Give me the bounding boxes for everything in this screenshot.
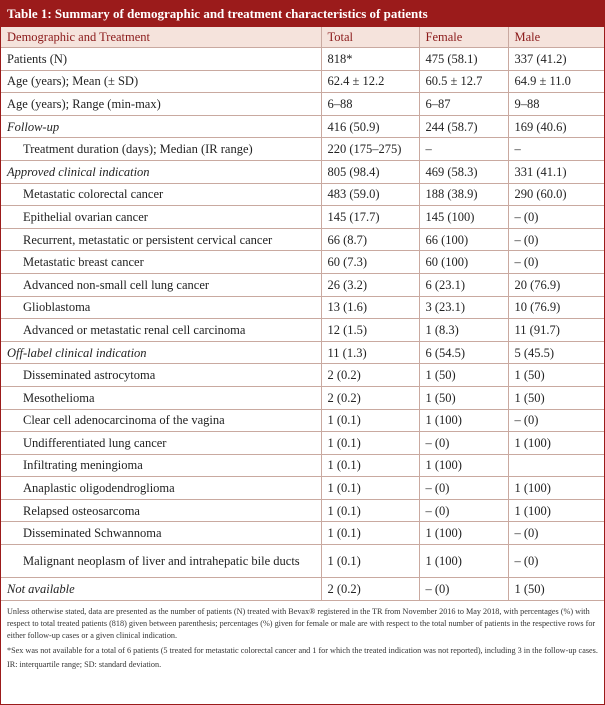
cell-total: 416 (50.9) [321, 115, 419, 138]
cell-male: 5 (45.5) [508, 341, 604, 364]
row-label: Mesothelioma [1, 386, 321, 409]
table-row [1, 251, 604, 274]
demographics-table [1, 27, 604, 601]
cell-female: – (0) [419, 477, 508, 500]
cell-total: 1 (0.1) [321, 477, 419, 500]
table-row [1, 409, 604, 432]
cell-total: 1 (0.1) [321, 545, 419, 578]
table-row [1, 160, 604, 183]
cell-total: 145 (17.7) [321, 206, 419, 229]
cell-female: 3 (23.1) [419, 296, 508, 319]
cell-female: 1 (100) [419, 522, 508, 545]
cell-total: 1 (0.1) [321, 522, 419, 545]
row-label: Anaplastic oligodendroglioma [1, 477, 321, 500]
cell-male: 11 (91.7) [508, 319, 604, 342]
cell-male: 10 (76.9) [508, 296, 604, 319]
cell-male: 331 (41.1) [508, 160, 604, 183]
cell-male: – (0) [508, 522, 604, 545]
section-label-off-label: Off-label clinical indication [1, 341, 321, 364]
footnote-general: Unless otherwise stated, data are presented as the number of patients (N) treated with Bevax® registered in the TR from November 2016 to May 2018, with percentages (%) with respect to total treated patients (818) given between parenthesis; percentages (%) given for female or male are with respect to the total number of patients in the respective rows for either follow-up cases or a given clinical indication. [7, 606, 596, 641]
cell-male: 1 (50) [508, 364, 604, 387]
row-label: Advanced or metastatic renal cell carcinoma [1, 319, 321, 342]
row-label: Patients (N) [1, 48, 321, 71]
cell-total: 2 (0.2) [321, 364, 419, 387]
cell-female: 469 (58.3) [419, 160, 508, 183]
cell-total: 1 (0.1) [321, 454, 419, 477]
cell-male: – (0) [508, 206, 604, 229]
cell-total: 12 (1.5) [321, 319, 419, 342]
table-row [1, 48, 604, 71]
table-row [1, 386, 604, 409]
table-row [1, 296, 604, 319]
cell-female: 475 (58.1) [419, 48, 508, 71]
cell-female: 188 (38.9) [419, 183, 508, 206]
table-row [1, 454, 604, 477]
cell-female: 60.5 ± 12.7 [419, 70, 508, 93]
row-label: Disseminated Schwannoma [1, 522, 321, 545]
row-label: Clear cell adenocarcinoma of the vagina [1, 409, 321, 432]
cell-total: 1 (0.1) [321, 409, 419, 432]
table-title: Table 1: Summary of demographic and treatment characteristics of patients [1, 1, 604, 27]
cell-male: 290 (60.0) [508, 183, 604, 206]
row-label: Malignant neoplasm of liver and intrahepatic bile ducts [1, 545, 321, 578]
table-row [1, 432, 604, 455]
cell-male: 169 (40.6) [508, 115, 604, 138]
cell-male: – (0) [508, 409, 604, 432]
cell-male: 1 (100) [508, 432, 604, 455]
cell-total: 2 (0.2) [321, 578, 419, 601]
table-row [1, 70, 604, 93]
row-label: Undifferentiated lung cancer [1, 432, 321, 455]
table-row [1, 138, 604, 161]
table-row [1, 206, 604, 229]
row-label: Metastatic colorectal cancer [1, 183, 321, 206]
cell-total: 220 (175–275) [321, 138, 419, 161]
row-label: Age (years); Mean (± SD) [1, 70, 321, 93]
cell-female: 1 (100) [419, 545, 508, 578]
table-footnotes [1, 601, 604, 672]
cell-female: – (0) [419, 499, 508, 522]
cell-total: 6–88 [321, 93, 419, 116]
cell-total: 13 (1.6) [321, 296, 419, 319]
cell-male: 64.9 ± 11.0 [508, 70, 604, 93]
header-total: Total [321, 27, 419, 48]
table-row [1, 228, 604, 251]
table-row [1, 522, 604, 545]
cell-female: – (0) [419, 578, 508, 601]
cell-male: – [508, 138, 604, 161]
table-row [1, 364, 604, 387]
section-label-approved: Approved clinical indication [1, 160, 321, 183]
cell-male: 337 (41.2) [508, 48, 604, 71]
header-demographic: Demographic and Treatment [1, 27, 321, 48]
cell-female: 66 (100) [419, 228, 508, 251]
cell-female: 1 (50) [419, 364, 508, 387]
cell-male: 9–88 [508, 93, 604, 116]
header-row [1, 27, 604, 48]
cell-female: 6 (23.1) [419, 273, 508, 296]
cell-total: 66 (8.7) [321, 228, 419, 251]
table-row [1, 273, 604, 296]
cell-male [508, 454, 604, 477]
header-female: Female [419, 27, 508, 48]
row-label: Epithelial ovarian cancer [1, 206, 321, 229]
cell-total: 805 (98.4) [321, 160, 419, 183]
section-label-follow-up: Follow-up [1, 115, 321, 138]
row-label: Relapsed osteosarcoma [1, 499, 321, 522]
cell-female: – (0) [419, 432, 508, 455]
table-row [1, 341, 604, 364]
row-label: Glioblastoma [1, 296, 321, 319]
header-male: Male [508, 27, 604, 48]
cell-female: 1 (100) [419, 409, 508, 432]
cell-male: 1 (50) [508, 578, 604, 601]
table-row [1, 545, 604, 578]
table-row [1, 578, 604, 601]
cell-female: – [419, 138, 508, 161]
table-row [1, 183, 604, 206]
cell-female: 1 (8.3) [419, 319, 508, 342]
table-row [1, 115, 604, 138]
cell-female: 244 (58.7) [419, 115, 508, 138]
row-label: Age (years); Range (min-max) [1, 93, 321, 116]
row-label: Metastatic breast cancer [1, 251, 321, 274]
cell-total: 818* [321, 48, 419, 71]
cell-female: 1 (100) [419, 454, 508, 477]
cell-total: 60 (7.3) [321, 251, 419, 274]
row-label: Recurrent, metastatic or persistent cervical cancer [1, 228, 321, 251]
table-row [1, 93, 604, 116]
cell-total: 11 (1.3) [321, 341, 419, 364]
table-row [1, 477, 604, 500]
cell-male: 1 (50) [508, 386, 604, 409]
table-row [1, 319, 604, 342]
cell-male: – (0) [508, 228, 604, 251]
footnote-sex: *Sex was not available for a total of 6 patients (5 treated for metastatic colorectal cancer and 1 for which the treated indication was not reported), including 3 in the follow-up cases. [7, 645, 598, 655]
cell-total: 483 (59.0) [321, 183, 419, 206]
cell-female: 1 (50) [419, 386, 508, 409]
table-row [1, 499, 604, 522]
cell-female: 145 (100) [419, 206, 508, 229]
row-label: Treatment duration (days); Median (IR range) [1, 138, 321, 161]
row-label: Advanced non-small cell lung cancer [1, 273, 321, 296]
cell-total: 62.4 ± 12.2 [321, 70, 419, 93]
footnote-abbreviations: IR: interquartile range; SD: standard deviation. [7, 660, 162, 670]
cell-male: 1 (100) [508, 499, 604, 522]
cell-total: 26 (3.2) [321, 273, 419, 296]
cell-male: 1 (100) [508, 477, 604, 500]
cell-male: – (0) [508, 545, 604, 578]
row-label: Infiltrating meningioma [1, 454, 321, 477]
cell-total: 1 (0.1) [321, 499, 419, 522]
cell-male: 20 (76.9) [508, 273, 604, 296]
cell-male: – (0) [508, 251, 604, 274]
cell-total: 2 (0.2) [321, 386, 419, 409]
cell-female: 6–87 [419, 93, 508, 116]
cell-total: 1 (0.1) [321, 432, 419, 455]
cell-female: 6 (54.5) [419, 341, 508, 364]
section-label-not-available: Not available [1, 578, 321, 601]
row-label: Disseminated astrocytoma [1, 364, 321, 387]
cell-female: 60 (100) [419, 251, 508, 274]
